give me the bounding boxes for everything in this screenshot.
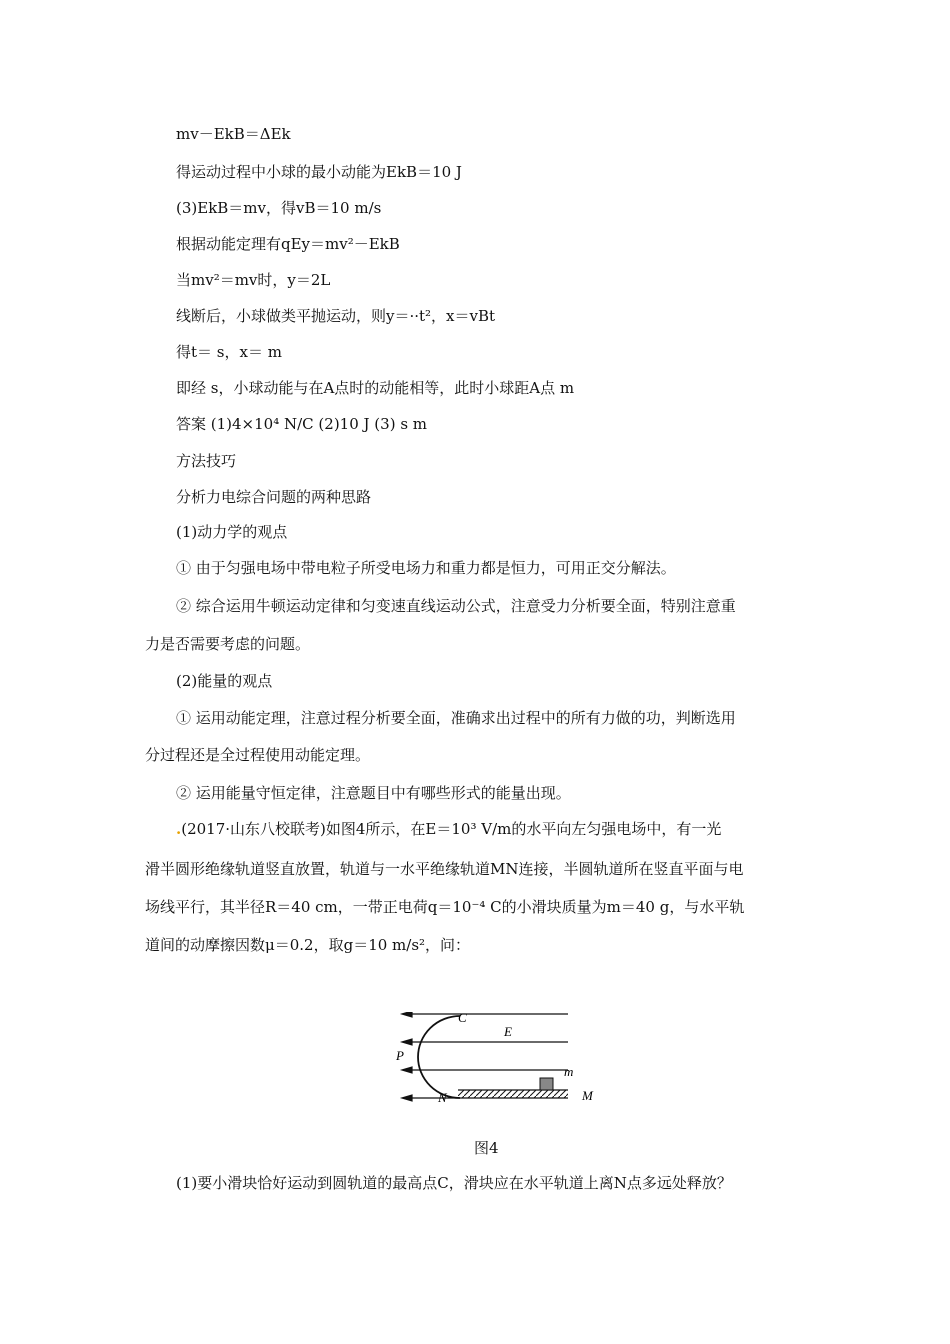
horizontal-track bbox=[458, 1090, 568, 1098]
text-line: 当mv²＝mv时，y＝2L bbox=[176, 271, 331, 289]
semicircle-track bbox=[418, 1016, 460, 1098]
section-heading: 方法技巧 bbox=[176, 452, 237, 470]
problem-line: 道间的动摩擦因数μ＝0.2，取g＝10 m/s²，问： bbox=[145, 936, 471, 954]
text-line: ② 运用能量守恒定律，注意题目中有哪些形式的能量出现。 bbox=[176, 784, 571, 802]
label-m: m bbox=[564, 1064, 574, 1079]
label-c: C bbox=[458, 1012, 467, 1025]
text-line: ② 综合运用牛顿运动定律和匀变速直线运动公式，注意受力分析要全面，特别注意重 bbox=[176, 597, 736, 615]
question-line: (1)要小滑块恰好运动到圆轨道的最高点C，滑块应在水平轨道上离N点多远处释放？ bbox=[176, 1174, 732, 1192]
text-line: 线断后，小球做类平抛运动，则y＝··t²，x＝vBt bbox=[176, 307, 496, 325]
figure-caption: 图4 bbox=[474, 1139, 499, 1157]
problem-line: 滑半圆形绝缘轨道竖直放置，轨道与一水平绝缘轨道MN连接，半圆轨道所在竖直平面与电 bbox=[145, 860, 744, 878]
text-line: 得t＝ s，x＝ m bbox=[176, 343, 282, 361]
text-line: mv－EkB＝ΔEk bbox=[176, 125, 291, 143]
answer-line: 答案 (1)4×10⁴ N/C (2)10 J (3) s m bbox=[176, 415, 428, 433]
field-track-diagram bbox=[392, 1012, 607, 1104]
problem-line: .(2017·山东八校联考)如图4所示，在E＝10³ V/m的水平向左匀强电场中，有一光 bbox=[176, 820, 722, 838]
text-line: 根据动能定理有qEy＝mv²－EkB bbox=[176, 235, 400, 253]
label-p: P bbox=[396, 1048, 404, 1063]
text-line: 得运动过程中小球的最小动能为EkB＝10 J bbox=[176, 163, 462, 181]
problem-line: 场线平行，其半径R＝40 cm，一带正电荷q＝10⁻⁴ C的小滑块质量为m＝40 g，与水平轨 bbox=[145, 898, 745, 916]
text-line: ① 由于匀强电场中带电粒子所受电场力和重力都是恒力，可用正交分解法。 bbox=[176, 559, 676, 577]
text-line: (3)EkB＝mv，得vB＝10 m/s bbox=[176, 199, 382, 217]
text-line: 分析力电综合问题的两种思路 bbox=[176, 488, 372, 506]
text-line: 分过程还是全过程使用动能定理。 bbox=[145, 746, 371, 764]
label-big-m: M bbox=[582, 1088, 593, 1103]
bullet-mark-icon: . bbox=[176, 820, 182, 838]
label-n: N bbox=[438, 1090, 447, 1104]
text-line: (1)动力学的观点 bbox=[176, 523, 288, 541]
text-line: ① 运用动能定理，注意过程分析要全面，准确求出过程中的所有力做的功，判断选用 bbox=[176, 709, 736, 727]
text-line: (2)能量的观点 bbox=[176, 672, 273, 690]
text-line: 力是否需要考虑的问题。 bbox=[145, 635, 311, 653]
label-e: E bbox=[504, 1024, 512, 1039]
text-line: 即经 s，小球动能与在A点时的动能相等，此时小球距A点 m bbox=[176, 379, 575, 397]
slider-block bbox=[540, 1078, 553, 1090]
